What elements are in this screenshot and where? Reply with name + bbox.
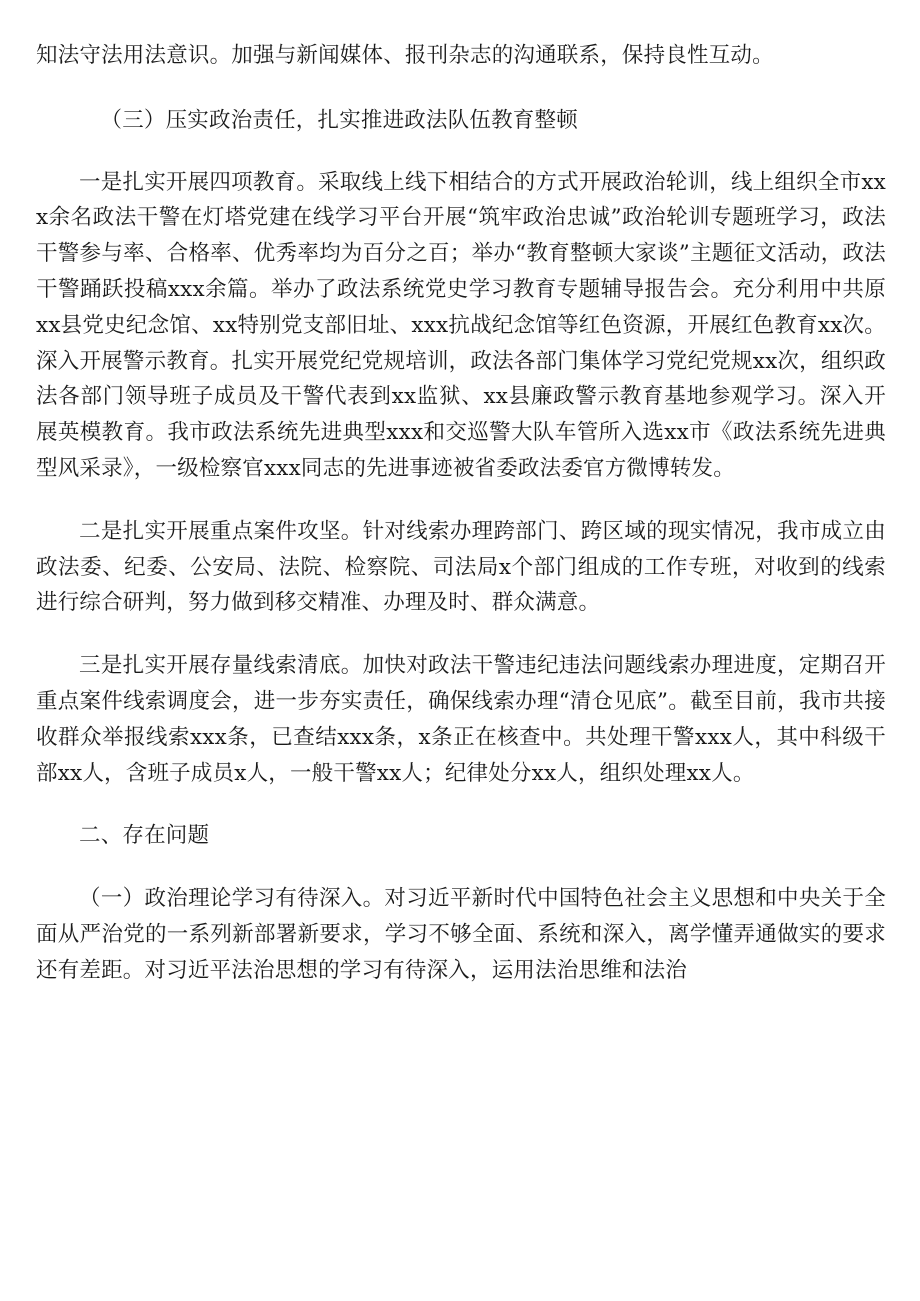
- paragraph-key-cases: 二是扎实开展重点案件攻坚。针对线索办理跨部门、跨区域的现实情况，我市成立由政法委、纪委、公安局、法院、检察院、司法局x个部门组成的工作专班，对收到的线索进行综合研判，努力做到移交精准、办理及时、群众满意。: [36, 518, 886, 616]
- section-heading-3: （三）压实政治责任，扎实推进政法队伍教育整顿: [100, 107, 578, 133]
- paragraph-issue-theory-study: （一）政治理论学习有待深入。对习近平新时代中国特色社会主义思想和中央关于全面从严治党的一系列新部署新要求，学习不够全面、系统和深入，离学懂弄通做实的要求还有差距。对习近平法治思想的学习有待深入，运用法治思维和法治: [36, 886, 886, 983]
- continued-paragraph: 知法守法用法意识。加强与新闻媒体、报刊杂志的沟通联系，保持良性互动。: [36, 43, 774, 68]
- paragraph-clue-clearance: 三是扎实开展存量线索清底。加快对政法干警违纪违法问题线索办理进度，定期召开重点案件线索调度会，进一步夯实责任，确保线索办理“清仓见底”。截至目前，我市共接收群众举报线索xxx条，已查结xxx条，x条正在核查中。共处理干警xxx人，其中科级干部xx人，含班子成员x人，一般干警xx人；纪律处分xx人，组织处理xx人。: [36, 653, 886, 786]
- part-heading-issues: 二、存在问题: [79, 823, 210, 849]
- paragraph-four-education: 一是扎实开展四项教育。采取线上线下相结合的方式开展政治轮训，线上组织全市xxx余名政法干警在灯塔党建在线学习平台开展“筑牢政治忠诚”政治轮训专题班学习，政法干警参与率、合格率、优秀率均为百分之百；举办“教育整顿大家谈”主题征文活动，政法干警踊跃投稿xxx余篇。举办了政法系统党史学习教育专题辅导报告会。充分利用中共原xx县党史纪念馆、xx特别党支部旧址、xxx抗战纪念馆等红色资源，开展红色教育xx次。深入开展警示教育。扎实开展党纪党规培训，政法各部门集体学习党纪党规xx次，组织政法各部门领导班子成员及干警代表到xx监狱、xx县廉政警示教育基地参观学习。深入开展英模教育。我市政法系统先进典型xxx和交巡警大队车管所入选xx市《政法系统先进典型风采录》，一级检察官xxx同志的先进事迹被省委政法委官方微博转发。: [36, 169, 886, 481]
